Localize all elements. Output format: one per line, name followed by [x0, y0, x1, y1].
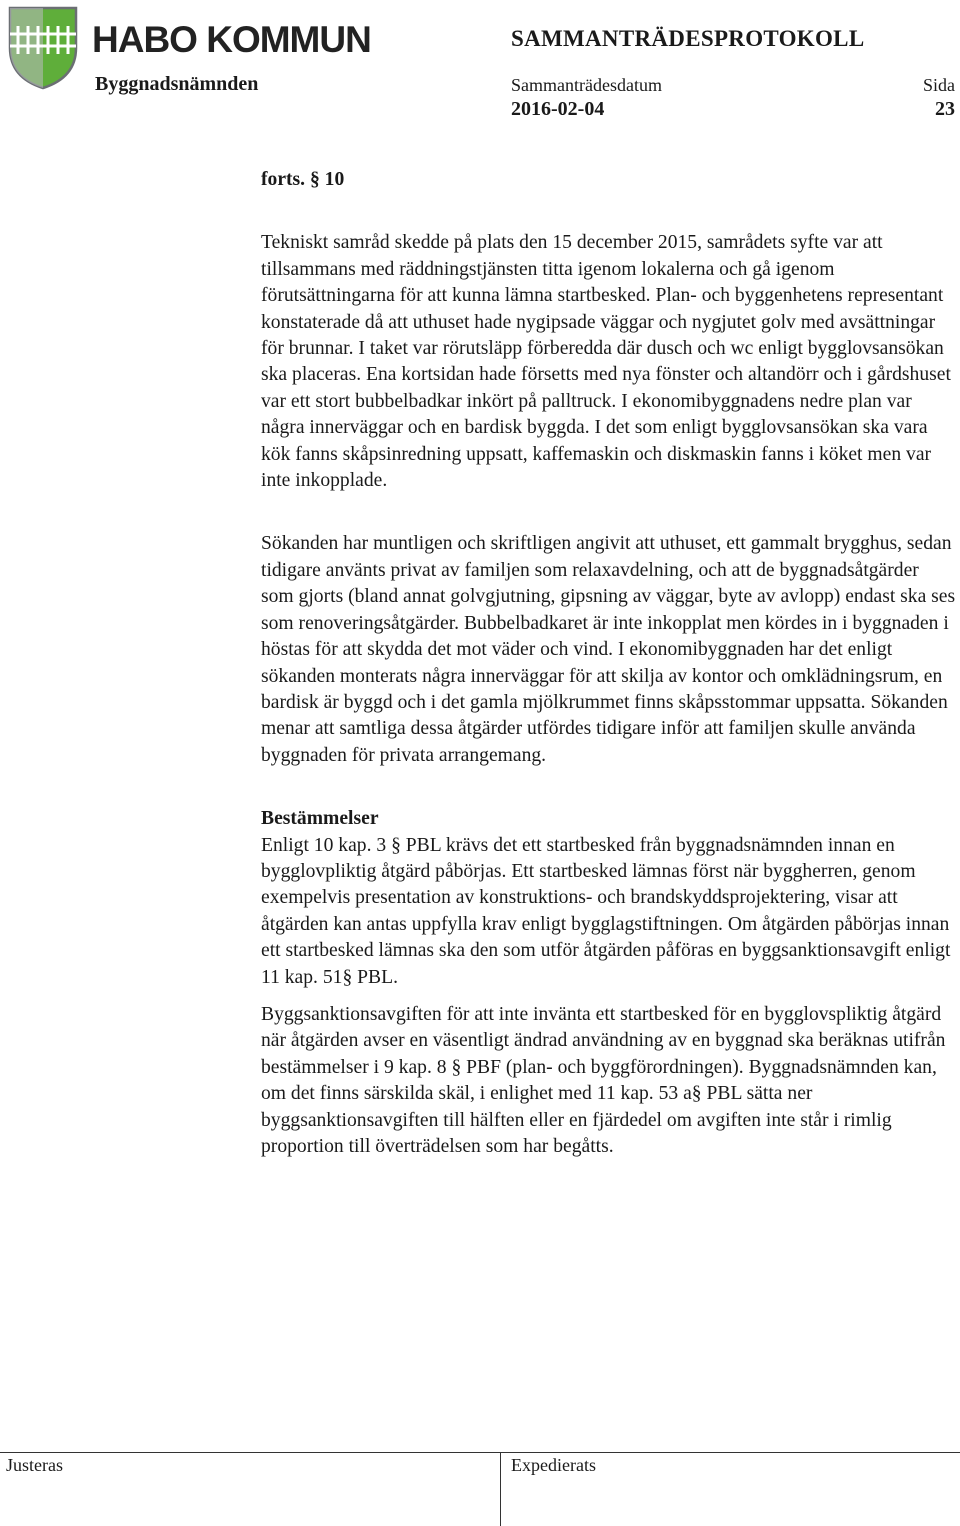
page-number: 23: [935, 98, 955, 120]
provisions-heading: Bestämmelser: [261, 808, 379, 830]
page-label: Sida: [922, 75, 955, 95]
footer-adjusted-label: Justeras: [6, 1455, 63, 1475]
organization-name: HABO KOMMUN: [92, 19, 371, 60]
meeting-date-label: Sammanträdesdatum: [511, 75, 662, 95]
footer-column-divider: [500, 1452, 501, 1526]
meeting-date-value: 2016-02-04: [511, 98, 605, 120]
paragraph-applicant-statement: Sökanden har muntligen och skriftligen angivit att uthuset, ett gammalt brygghus, sedan tidigare använts privat av familjen som relaxavdelning, och att de byggnadsåtgärder som gjorts (bland annat golvgjutning, gipsning av väggar, byte av avlopp) endast ska ses som renoveringsåtgärder. Bubbelbadkaret är inte inkopplat men kördes in i byggnaden i höstas för att skydda det mot väder och vind. I ekonomibyggnaden har det enligt sökanden monterats några innerväggar för att skilja av kontor och omklädningsrum, en bardisk är byggd och i det gamla mjölkrummet finns skåpsstommar uppsatta. Sökanden menar att samtliga dessa åtgärder utfördes tidigare inför att familjen skulle använda byggnaden för privata arrangemang.: [261, 533, 956, 766]
habo-coat-of-arms-logo: [6, 4, 80, 90]
footer-dispatched-label: Expedierats: [511, 1455, 596, 1475]
section-reference: forts. § 10: [261, 169, 345, 190]
protocol-body: [261, 167, 956, 1160]
document-type-title: SAMMANTRÄDESPROTOKOLL: [511, 26, 865, 51]
committee-name: Byggnadsnämnden: [95, 73, 259, 95]
paragraph-technical-consultation: Tekniskt samråd skedde på plats den 15 december 2015, samrådets syfte var att tillsammans med räddningstjänsten titta igenom lokalerna och gå igenom förutsättningarna för att kunna lämna startbesked. Plan- och byggenhetens representant konstaterade då att uthuset hade nygipsade väggar och nygjutet golv med avsättningar för brunnar. I taket var rörutsläpp förberedda där dusch och wc enligt bygglovsansökan ska placeras. Ena kortsidan hade försetts med nya fönster och altandörr och i gårdshuset var ett stort bubbelbadkar inkört på palltruck. I ekonomibyggnadens nedre plan var några innerväggar och en bardisk byggda. I det som enligt bygglovsansökan ska vara kök fanns skåpsinredning uppsatt, kaffemaskin och diskmaskin fanns i köket men var inte inkopplade.: [261, 232, 951, 492]
paragraph-provisions-startbesked: Enligt 10 kap. 3 § PBL krävs det ett startbesked från byggnadsnämnden innan en bygglovpliktig åtgärd påbörjas. Ett startbesked lämnas först när byggherren, genom exempelvis presentation av konstruktions- och brandskyddsprojektering, visar att åtgärden kan antas uppfylla krav enligt bygglagstiftningen. Om åtgärden påbörjas innan ett startbesked lämnas ska den som utför åtgärden påföras en byggsanktionsavgift enligt 11 kap. 51§ PBL.: [261, 834, 951, 988]
footer-divider-line: [0, 1452, 960, 1453]
paragraph-provisions-sanction-fee: Byggsanktionsavgiften för att inte invänta ett startbesked för en bygglovspliktig åtgärd när åtgärden avser en väsentligt ändrad användning av en byggnad ska beräknas utifrån bestämmelser i 9 kap. 8 § PBF (plan- och byggförordningen). Byggnadsnämnden kan, om det finns särskilda skäl, i enlighet med 11 kap. 53 a§ PBL sätta ner byggsanktionsavgiften till hälften eller en fjärdedel om avgiften inte står i rimlig proportion till överträdelsen som har begåtts.: [261, 1003, 946, 1157]
